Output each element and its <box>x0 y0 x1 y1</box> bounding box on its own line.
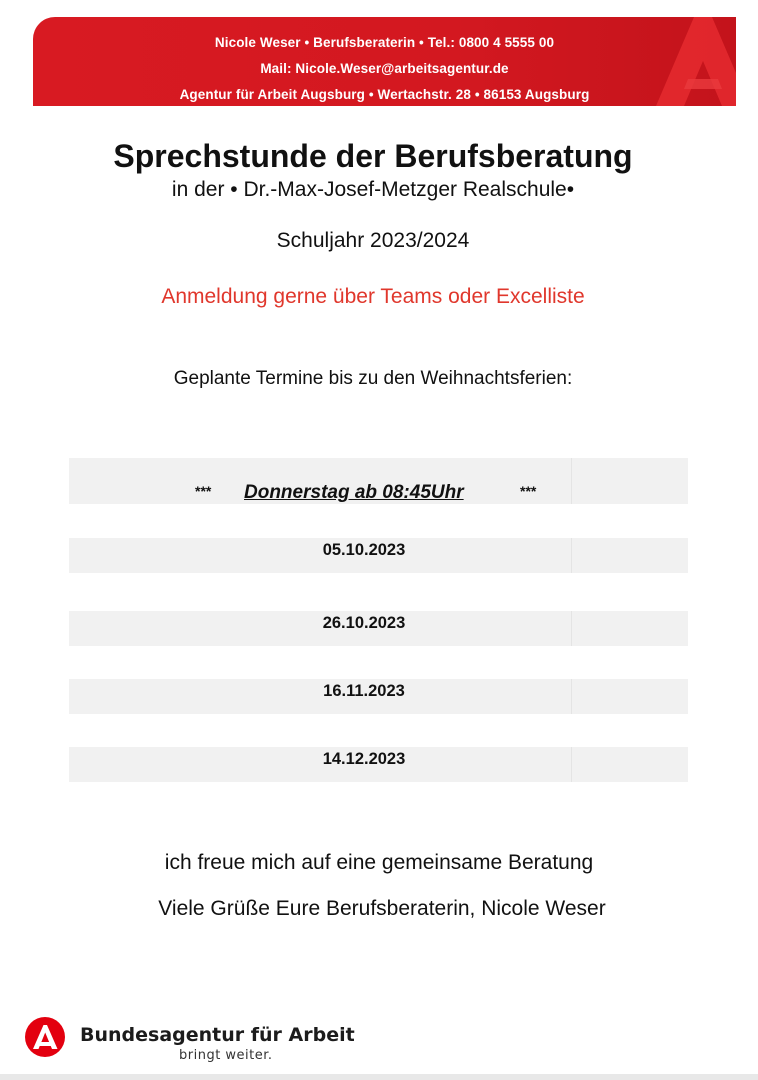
ba-logo-icon <box>25 1017 65 1057</box>
header-banner <box>33 17 736 106</box>
bottom-edge <box>0 1074 758 1080</box>
header-contact-line: Nicole Weser • Berufsberaterin • Tel.: 0800 4 5555 00 <box>214 35 555 50</box>
registration-note: Anmeldung gerne über Teams oder Excelliste <box>161 285 585 308</box>
appointment-date: 05.10.2023 <box>322 541 406 559</box>
appointment-date: 14.12.2023 <box>322 750 406 768</box>
appointment-date: 16.11.2023 <box>323 682 405 700</box>
greeting-signature: Viele Grüße Eure Berufsberaterin, Nicole Weser <box>158 897 606 920</box>
header-address-line: Agentur für Arbeit Augsburg • Wertachstr. 28 • 86153 Augsburg <box>179 87 590 102</box>
appointment-date: 26.10.2023 <box>322 614 406 632</box>
weekday-time-label: Donnerstag ab 08:45Uhr <box>244 482 464 503</box>
closing-line: ich freue mich auf eine gemeinsame Beratung <box>164 851 594 874</box>
planned-dates-intro: Geplante Termine bis zu den Weihnachtsferien: <box>173 368 573 389</box>
stars-left: *** <box>195 483 212 499</box>
stars-right: *** <box>520 483 537 499</box>
org-name: Bundesagentur für Arbeit <box>80 1024 355 1046</box>
header-mail-line: Mail: Nicole.Weser@arbeitsagentur.de <box>260 61 509 76</box>
page-title: Sprechstunde der Berufsberatung <box>113 138 633 174</box>
school-year: Schuljahr 2023/2024 <box>276 229 470 252</box>
school-subtitle: in der • Dr.-Max-Josef-Metzger Realschule• <box>171 178 575 201</box>
org-tagline: bringt weiter. <box>179 1048 273 1063</box>
